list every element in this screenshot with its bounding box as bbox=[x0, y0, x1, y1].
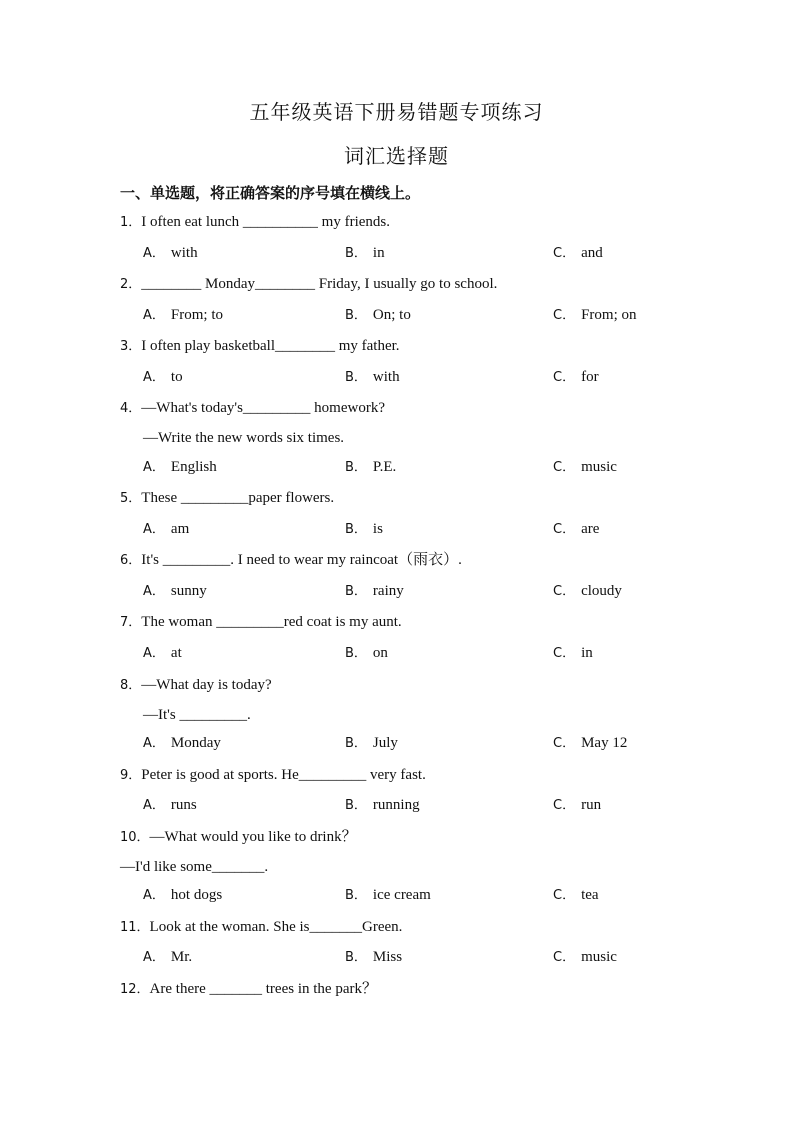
section-heading: 一、单选题，将正确答案的序号填在横线上。 bbox=[120, 184, 421, 202]
question-11-option-c bbox=[553, 948, 617, 967]
question-5-option-c bbox=[553, 520, 599, 539]
option-text: music bbox=[581, 459, 617, 475]
question-number: 1． bbox=[120, 215, 142, 230]
option-text: cloudy bbox=[581, 583, 622, 599]
option-letter: B． bbox=[345, 798, 367, 813]
document-subtitle: 词汇选择题 bbox=[344, 144, 449, 168]
option-text: Miss bbox=[372, 949, 403, 965]
question-1-option-b bbox=[345, 244, 385, 263]
question-3-stem bbox=[120, 337, 400, 356]
option-text: hot dogs bbox=[170, 887, 223, 903]
question-number: 9． bbox=[120, 768, 142, 783]
question-7-option-b bbox=[345, 644, 388, 663]
option-letter: C． bbox=[553, 888, 576, 903]
question-text: Look at the woman. She is_______Green. bbox=[149, 919, 403, 935]
question-6-option-a bbox=[143, 582, 207, 601]
question-text: ________ Monday________ Friday, I usually go to school. bbox=[141, 276, 498, 292]
option-letter: B． bbox=[345, 460, 367, 475]
option-letter: B． bbox=[345, 646, 367, 661]
option-text: am bbox=[170, 521, 190, 537]
question-8-option-b bbox=[345, 734, 398, 753]
document-title: 五年级英语下册易错题专项练习 bbox=[249, 100, 544, 124]
question-text: —What day is today? bbox=[141, 677, 272, 693]
option-text: with bbox=[170, 245, 198, 261]
question-10-stem bbox=[120, 828, 357, 847]
question-text: Are there _______ trees in the park？ bbox=[149, 981, 377, 997]
question-text: These _________paper flowers. bbox=[141, 490, 335, 506]
question-8-line-2: —It's _________. bbox=[143, 707, 251, 723]
option-text: is bbox=[372, 521, 383, 537]
question-11-stem bbox=[120, 918, 402, 937]
option-text: for bbox=[581, 369, 599, 385]
question-4-option-a bbox=[143, 458, 217, 477]
option-letter: C． bbox=[553, 370, 576, 385]
question-text: I often eat lunch __________ my friends. bbox=[141, 214, 390, 230]
question-number: 6． bbox=[120, 553, 142, 568]
option-letter: B． bbox=[345, 888, 367, 903]
option-letter: C． bbox=[553, 246, 576, 261]
option-text: From; on bbox=[581, 307, 637, 323]
question-number: 4． bbox=[120, 401, 142, 416]
option-letter: B． bbox=[345, 246, 367, 261]
question-2-option-a bbox=[143, 306, 223, 325]
option-text: music bbox=[581, 949, 617, 965]
option-text: rainy bbox=[372, 583, 404, 599]
option-text: sunny bbox=[170, 583, 207, 599]
question-8-stem bbox=[120, 676, 272, 695]
option-text: On; to bbox=[372, 307, 411, 323]
question-4-option-c bbox=[553, 458, 617, 477]
option-text: P.E. bbox=[372, 459, 397, 475]
option-text: ice cream bbox=[372, 887, 431, 903]
option-letter: A． bbox=[143, 736, 165, 751]
question-8-option-a bbox=[143, 734, 221, 753]
question-9-option-a bbox=[143, 796, 197, 815]
question-text: —What would you like to drink？ bbox=[149, 829, 357, 845]
question-text: Peter is good at sports. He_________ very fast. bbox=[141, 767, 426, 783]
question-6-option-c bbox=[553, 582, 622, 601]
question-2-option-c bbox=[553, 306, 637, 325]
question-number: 12． bbox=[120, 982, 150, 997]
option-letter: C． bbox=[553, 522, 576, 537]
option-text: to bbox=[170, 369, 183, 385]
option-text: Mr. bbox=[170, 949, 193, 965]
option-letter: B． bbox=[345, 370, 367, 385]
option-letter: C． bbox=[553, 460, 576, 475]
option-letter: A． bbox=[143, 308, 165, 323]
question-5-option-b bbox=[345, 520, 383, 539]
question-number: 2． bbox=[120, 277, 142, 292]
question-7-option-c bbox=[553, 644, 593, 663]
option-letter: B． bbox=[345, 736, 367, 751]
option-letter: A． bbox=[143, 246, 165, 261]
question-9-option-b bbox=[345, 796, 420, 815]
question-1-option-a bbox=[143, 244, 198, 263]
option-letter: C． bbox=[553, 736, 576, 751]
option-text: on bbox=[372, 645, 388, 661]
question-11-option-b bbox=[345, 948, 402, 967]
option-letter: A． bbox=[143, 370, 165, 385]
question-2-option-b bbox=[345, 306, 411, 325]
question-10-option-c bbox=[553, 886, 599, 905]
question-12-stem bbox=[120, 980, 377, 999]
question-number: 3． bbox=[120, 339, 142, 354]
option-letter: A． bbox=[143, 460, 165, 475]
question-4-line-2: —Write the new words six times. bbox=[143, 430, 345, 446]
option-text: tea bbox=[581, 887, 599, 903]
question-5-stem bbox=[120, 489, 334, 508]
question-text: I often play basketball________ my father. bbox=[141, 338, 400, 354]
option-letter: C． bbox=[553, 950, 576, 965]
option-letter: A． bbox=[143, 646, 165, 661]
question-number: 10． bbox=[120, 830, 150, 845]
option-text: July bbox=[372, 735, 398, 751]
question-6-option-b bbox=[345, 582, 404, 601]
question-11-option-a bbox=[143, 948, 192, 967]
option-text: at bbox=[170, 645, 182, 661]
question-4-option-b bbox=[345, 458, 396, 477]
question-1-option-c bbox=[553, 244, 603, 263]
option-letter: C． bbox=[553, 646, 576, 661]
question-10-option-b bbox=[345, 886, 431, 905]
option-letter: A． bbox=[143, 584, 165, 599]
question-8-option-c bbox=[553, 734, 627, 753]
option-letter: C． bbox=[553, 798, 576, 813]
option-text: in bbox=[372, 245, 385, 261]
option-letter: C． bbox=[553, 308, 576, 323]
question-7-option-a bbox=[143, 644, 182, 663]
option-text: are bbox=[581, 521, 600, 537]
question-10-line-2: —I'd like some_______. bbox=[120, 859, 269, 875]
option-letter: B． bbox=[345, 522, 367, 537]
option-text: May 12 bbox=[581, 735, 628, 751]
question-number: 8． bbox=[120, 678, 142, 693]
question-text: —What's today's_________ homework? bbox=[141, 400, 385, 416]
question-number: 5． bbox=[120, 491, 142, 506]
option-letter: A． bbox=[143, 798, 165, 813]
option-letter: B． bbox=[345, 584, 367, 599]
question-10-option-a bbox=[143, 886, 222, 905]
question-4-stem bbox=[120, 399, 385, 418]
option-text: run bbox=[581, 797, 602, 813]
option-letter: A． bbox=[143, 522, 165, 537]
question-3-option-c bbox=[553, 368, 599, 387]
option-text: English bbox=[170, 459, 217, 475]
option-text: Monday bbox=[170, 735, 221, 751]
option-text: in bbox=[581, 645, 593, 661]
option-letter: C． bbox=[553, 584, 576, 599]
question-text: It's _________. I need to wear my raincoat（雨衣）. bbox=[141, 552, 462, 568]
option-letter: A． bbox=[143, 950, 165, 965]
question-number: 7． bbox=[120, 615, 142, 630]
option-text: From; to bbox=[170, 307, 223, 323]
question-1-stem bbox=[120, 213, 390, 232]
option-text: runs bbox=[170, 797, 197, 813]
option-text: and bbox=[581, 245, 603, 261]
question-7-stem bbox=[120, 613, 402, 632]
question-9-stem bbox=[120, 766, 426, 785]
option-letter: A． bbox=[143, 888, 165, 903]
question-3-option-a bbox=[143, 368, 183, 387]
option-letter: B． bbox=[345, 950, 367, 965]
option-text: running bbox=[372, 797, 420, 813]
question-text: The woman _________red coat is my aunt. bbox=[141, 614, 402, 630]
question-2-stem bbox=[120, 275, 497, 294]
question-number: 11． bbox=[120, 920, 150, 935]
option-letter: B． bbox=[345, 308, 367, 323]
question-9-option-c bbox=[553, 796, 601, 815]
question-3-option-b bbox=[345, 368, 400, 387]
question-5-option-a bbox=[143, 520, 189, 539]
option-text: with bbox=[372, 369, 400, 385]
question-6-stem bbox=[120, 551, 462, 570]
